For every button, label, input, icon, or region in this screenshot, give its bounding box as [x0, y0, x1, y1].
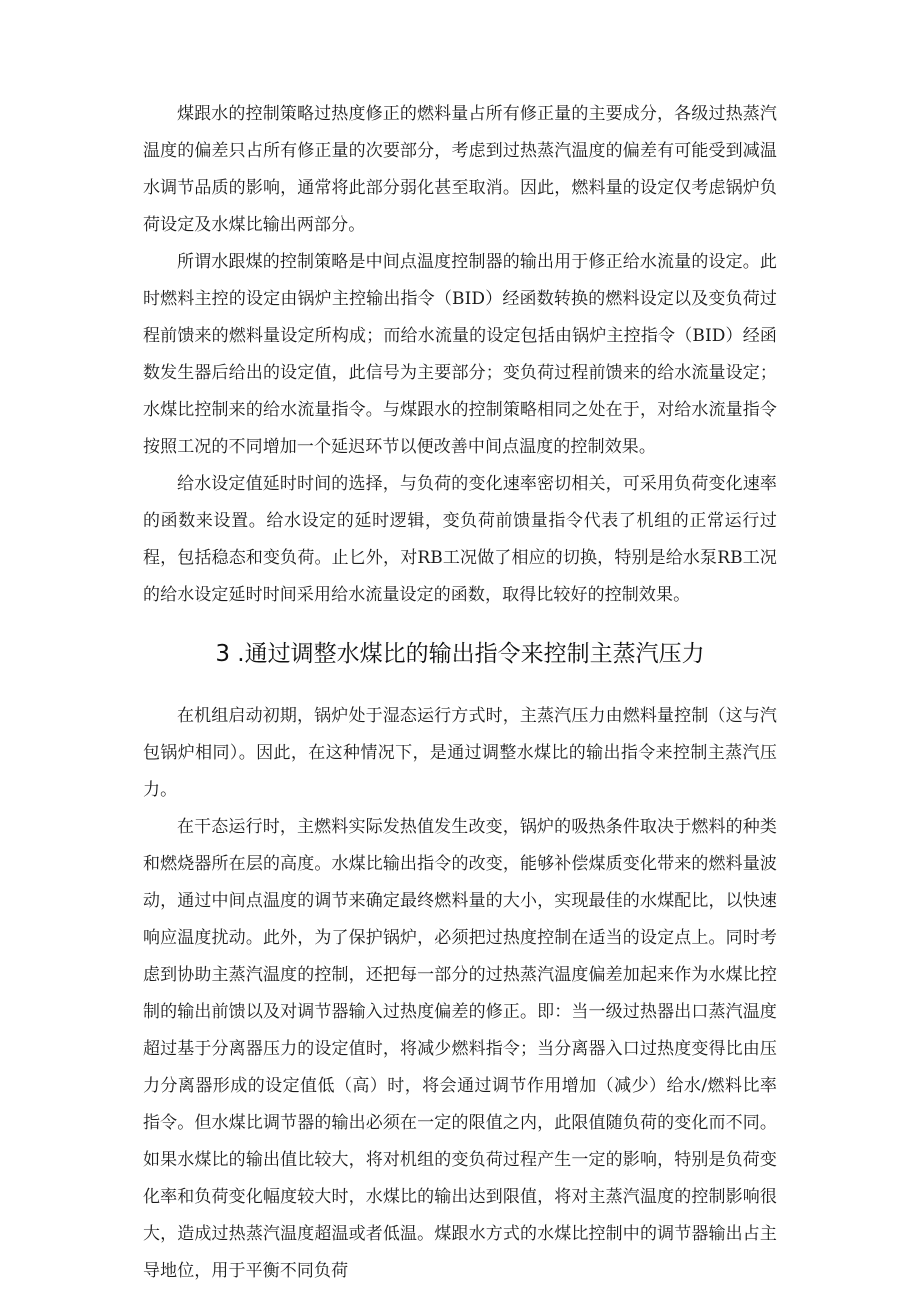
section-heading: 3 .通过调整水煤比的输出指令来控制主蒸汽压力: [215, 641, 705, 667]
paragraph-coal-follows-water: 煤跟水的控制策略过热度修正的燃料量占所有修正量的主要成分，各级过热蒸汽温度的偏差只占所有修正量的次要部分，考虑到过热蒸汽温度的偏差有可能受到减温水调节品质的影响，通常将此部分弱化甚至取消。因此，燃料量的设定仅考虑锅炉负荷设定及水煤比输出两部分。: [143, 104, 777, 235]
paragraph-dry-mode: 在干态运行时，主燃料实际发热值发生改变，锅炉的吸热条件取决于燃料的种类和燃烧器所在层的高度。水煤比输出指令的改变，能够补偿煤质变化带来的燃料量波动，通过中间点温度的调节来确定最终燃料量的大小，实现最佳的水煤配比，以快速响应温度扰动。此外，为了保护锅炉，必须把过热度控制在适当的设定点上。同时考虑到协助主蒸汽温度的控制，还把每一部分的过热蒸汽温度偏差加起来作为水煤比控制的输出前馈以及对调节器输入过热度偏差的修正。即：当一级过热器出口蒸汽温度超过基于分离器压力的设定值时，将减少燃料指令；当分离器入口过热度变得比由压力分离器形成的设定值低（高）时，将会通过调节作用增加（减少）给水/燃料比率指令。但水煤比调节器的输出必须在一定的限值之内，此限值随负荷的变化而不同。如果水煤比的输出值比较大，将对机组的变负荷过程产生一定的影响，特别是负荷变化率和负荷变化幅度较大时，水煤比的输出达到限值，将对主蒸汽温度的控制影响很大，造成过热蒸汽温度超温或者低温。煤跟水方式的水煤比控制中的调节器输出占主导地位，用于平衡不同负荷: [143, 817, 777, 1281]
paragraph-startup-wet-mode: 在机组启动初期，锅炉处于湿态运行方式时，主蒸汽压力由燃料量控制（这与汽包锅炉相同）。因此，在这种情况下，是通过调整水煤比的输出指令来控制主蒸汽压力。: [143, 706, 777, 800]
paragraph-water-follows-coal: 所谓水跟煤的控制策略是中间点温度控制器的输出用于修正给水流量的设定。此时燃料主控的设定由锅炉主控输出指令（BID）经函数转换的燃料设定以及变负荷过程前馈来的燃料量设定所构成；而给水流量的设定包括由锅炉主控指令（BID）经函数发生器后给出的设定值，此信号为主要部分；变负荷过程前馈来的给水流量设定；水煤比控制来的给水流量指令。与煤跟水的控制策略相同之处在于，对给水流量指令按照工况的不同增加一个延迟环节以便改善中间点温度的控制效果。: [143, 252, 777, 457]
paragraph-feedwater-delay: 给水设定值延时时间的选择，与负荷的变化速率密切相关，可采用负荷变化速率的函数来设置。给水设定的延时逻辑，变负荷前馈量指令代表了机组的正常运行过程，包括稳态和变负荷。止匕外，对RB工况做了相应的切换，特别是给水泵RB工况的给水设定延时时间采用给水流量设定的函数，取得比较好的控制效果。: [143, 474, 777, 605]
document-page: [143, 96, 777, 1290]
